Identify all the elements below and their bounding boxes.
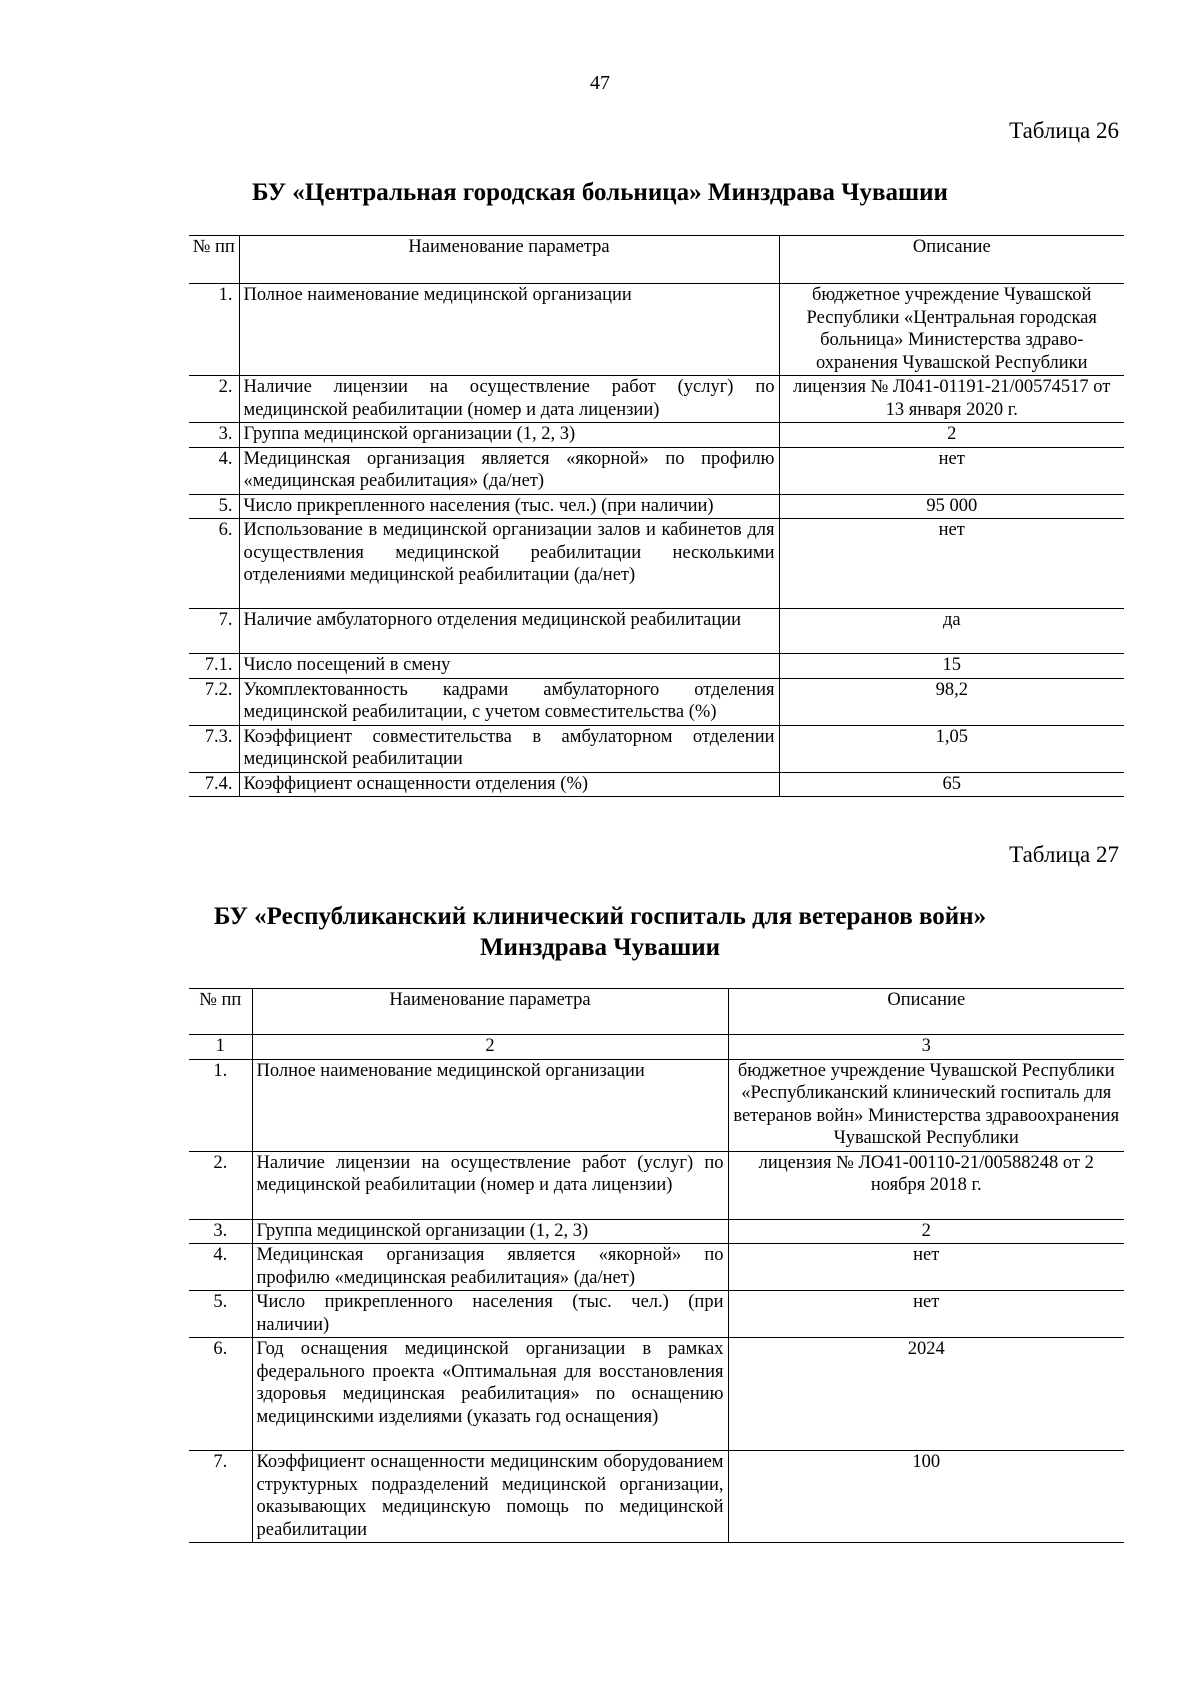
row-param: Медицинская организация является «якорной» по профилю «медицинская реабилитация» (да/нет) (252, 1244, 728, 1291)
row-desc: бюджетное учреждение Чувашской Республики «Республиканский клинический госпиталь для ветеранов войн» Министерства здравоохранения Чувашской Республики (728, 1059, 1124, 1151)
row-param: Число прикрепленного населения (тыс. чел.) (при наличии) (239, 494, 779, 519)
col-number: 2 (252, 1035, 728, 1060)
table-row (189, 1338, 1124, 1451)
row-num: 7.3. (189, 725, 239, 772)
table-row (189, 1219, 1124, 1244)
table-row (189, 1244, 1124, 1291)
row-desc: 15 (779, 654, 1124, 679)
table-row (189, 725, 1124, 772)
row-param: Наличие лицензии на осуществление работ (услуг) по медицинской реабилитации (номер и дата лицензии) (252, 1151, 728, 1219)
row-param: Медицинская организация является «якорной» по профилю «медицинская реабилитация» (да/нет) (239, 447, 779, 494)
table-row (189, 609, 1124, 654)
row-num: 7.1. (189, 654, 239, 679)
header-param: Наименование параметра (239, 236, 779, 284)
row-param: Коэффициент совместительства в амбулаторном отделении медицинской реабилитации (239, 725, 779, 772)
page-number: 47 (590, 72, 610, 94)
table-label: Таблица 27 (1009, 842, 1119, 867)
row-param: Полное наименование медицинской организации (239, 284, 779, 376)
row-desc: 100 (728, 1451, 1124, 1543)
table-header-row (189, 236, 1124, 284)
table-row (189, 494, 1124, 519)
row-param: Год оснащения медицинской организации в рамках федерального проекта «Оптимальная для восстановления здоровья медицинская реабилитация» по оснащению медицинскими изделиями (указать год оснащения) (252, 1338, 728, 1451)
table-row (189, 654, 1124, 679)
row-num: 6. (189, 1338, 252, 1451)
row-num: 7.4. (189, 772, 239, 797)
row-desc: бюджетное учреждение Чувашской Республики «Центральная городская больница» Министерства здраво-охранения Чувашской Республики (779, 284, 1124, 376)
table-row (189, 376, 1124, 423)
table-header-row (189, 989, 1124, 1035)
table-row (189, 1151, 1124, 1219)
row-desc: нет (728, 1244, 1124, 1291)
row-desc: 2 (779, 423, 1124, 448)
row-param: Группа медицинской организации (1, 2, 3) (252, 1219, 728, 1244)
row-param: Группа медицинской организации (1, 2, 3) (239, 423, 779, 448)
row-desc: лицензия № ЛО41-00110-21/00588248 от 2 ноября 2018 г. (728, 1151, 1124, 1219)
header-param: Наименование параметра (252, 989, 728, 1035)
table-row (189, 1451, 1124, 1543)
row-desc: нет (779, 447, 1124, 494)
row-num: 1. (189, 284, 239, 376)
table-row (189, 284, 1124, 376)
row-num: 3. (189, 1219, 252, 1244)
row-desc: 95 000 (779, 494, 1124, 519)
row-num: 7.2. (189, 678, 239, 725)
table-row (189, 678, 1124, 725)
row-desc: 2024 (728, 1338, 1124, 1451)
table-title-line: БУ «Республиканский клинический госпиталь для ветеранов войн» (213, 903, 987, 930)
row-desc: 2 (728, 1219, 1124, 1244)
row-num: 4. (189, 447, 239, 494)
row-param: Число прикрепленного населения (тыс. чел.) (при наличии) (252, 1291, 728, 1338)
row-num: 3. (189, 423, 239, 448)
row-desc: 65 (779, 772, 1124, 797)
row-num: 2. (189, 376, 239, 423)
row-param: Укомплектованность кадрами амбулаторного отделения медицинской реабилитации, с учетом совместительства (%) (239, 678, 779, 725)
row-param: Использование в медицинской организации залов и кабинетов для осуществления медицинской реабилитации несколькими отделениями медицинской реабилитации (да/нет) (239, 519, 779, 609)
table-row (189, 772, 1124, 797)
header-desc: Описание (728, 989, 1124, 1035)
row-num: 7. (189, 1451, 252, 1543)
table-title-line: Минздрава Чувашии (479, 934, 721, 961)
row-param: Число посещений в смену (239, 654, 779, 679)
row-num: 4. (189, 1244, 252, 1291)
header-num: № пп (189, 236, 239, 284)
row-param: Коэффициент оснащенности медицинским оборудованием структурных подразделений медицинской организации, оказывающих медицинскую помощь по медицинской реабилитации (252, 1451, 728, 1543)
row-desc: да (779, 609, 1124, 654)
row-num: 6. (189, 519, 239, 609)
header-desc: Описание (779, 236, 1124, 284)
row-desc: нет (779, 519, 1124, 609)
table-row (189, 1291, 1124, 1338)
row-desc: лицензия № Л041-01191-21/00574517 от 13 января 2020 г. (779, 376, 1124, 423)
row-num: 5. (189, 1291, 252, 1338)
row-desc: нет (728, 1291, 1124, 1338)
col-number: 1 (189, 1035, 252, 1060)
table-27 (189, 988, 1124, 1543)
row-param: Коэффициент оснащенности отделения (%) (239, 772, 779, 797)
table-title: БУ «Центральная городская больница» Минздрава Чувашии (252, 179, 948, 206)
table-row (189, 423, 1124, 448)
row-param: Наличие лицензии на осуществление работ (услуг) по медицинской реабилитации (номер и дата лицензии) (239, 376, 779, 423)
row-desc: 1,05 (779, 725, 1124, 772)
row-desc: 98,2 (779, 678, 1124, 725)
table-title (0, 901, 1200, 963)
table-row (189, 1059, 1124, 1151)
row-num: 1. (189, 1059, 252, 1151)
table-row (189, 519, 1124, 609)
row-num: 2. (189, 1151, 252, 1219)
table-label: Таблица 26 (1009, 118, 1119, 143)
table-26 (189, 235, 1124, 797)
col-number: 3 (728, 1035, 1124, 1060)
row-param: Наличие амбулаторного отделения медицинской реабилитации (239, 609, 779, 654)
column-number-row (189, 1035, 1124, 1060)
row-num: 7. (189, 609, 239, 654)
row-param: Полное наименование медицинской организации (252, 1059, 728, 1151)
row-num: 5. (189, 494, 239, 519)
header-num: № пп (189, 989, 252, 1035)
table-row (189, 447, 1124, 494)
